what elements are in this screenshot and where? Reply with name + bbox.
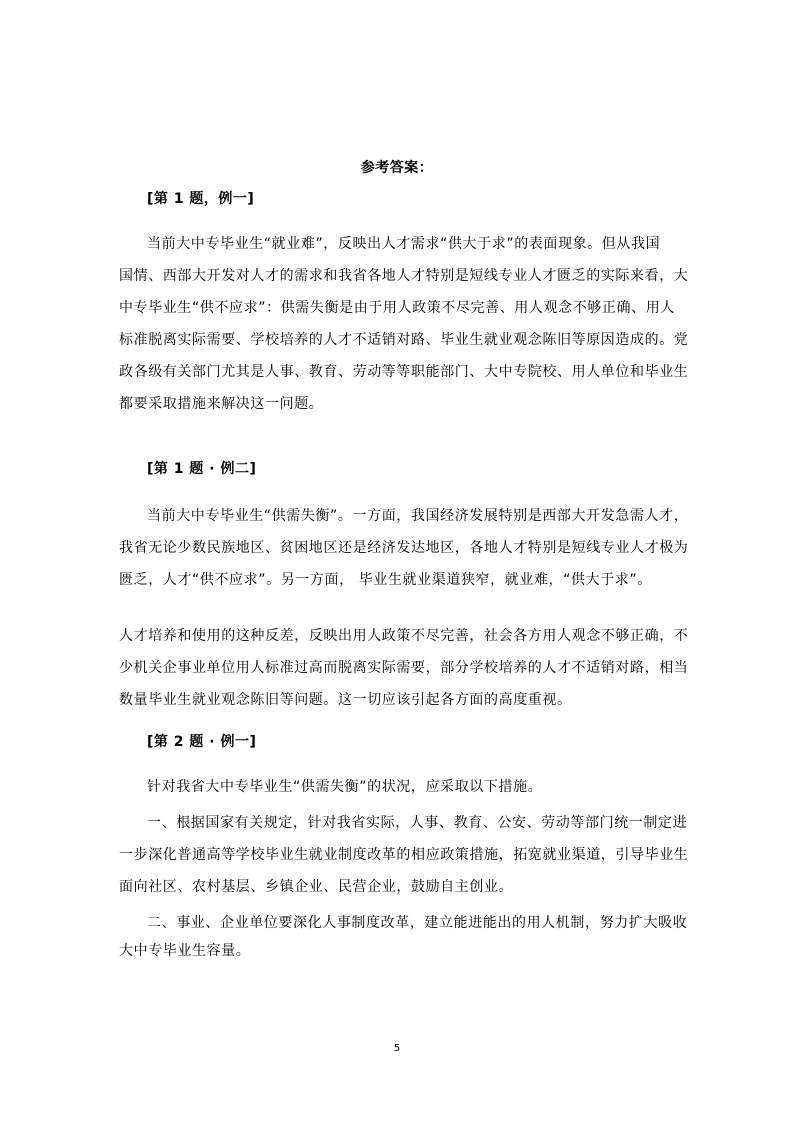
paragraph-line: 都要采取措施来解决这一问题。: [119, 396, 324, 412]
paragraph-line: 当前大中专毕业生“供需失衡”。一方面，我国经济发展特别是西部大开发急需人才，: [147, 508, 689, 524]
paragraph-line: 当前大中专毕业生“就业难”，反映出人才需求“供大于求”的表面现象。但从我国: [147, 236, 661, 252]
paragraph-line: 中专毕业生“供不应求”：供需失衡是由于用人政策不尽完善、用人观念不够正确、用人: [119, 300, 675, 316]
section-heading: [第 2 题 · 例一]: [147, 734, 257, 750]
paragraph-line: 二、事业、企业单位要深化人事制度改革，建立能进能出的用人机制，努力扩大吸收: [147, 915, 688, 931]
paragraph-line: 国情、西部大开发对人才的需求和我省各地人才特别是短线专业人才匮乏的实际来看，大: [119, 268, 689, 284]
section-heading: [第 1 题，例一]: [147, 191, 255, 207]
paragraph-line: 一步深化普通高等学校毕业生就业制度改革的相应政策措施，拓宽就业渠道，引导毕业生: [119, 847, 689, 863]
paragraph-line: 大中专毕业生容量。: [119, 943, 251, 959]
section-body: [119, 500, 689, 596]
paragraph-line: 我省无论少数民族地区、贫困地区还是经济发达地区，各地人才特别是短线专业人才极为: [119, 540, 689, 556]
section-body: [119, 228, 689, 420]
section-body: [119, 620, 689, 716]
paragraph-line: 面向社区、农村基层、乡镇企业、民营企业，鼓励自主创业。: [119, 879, 514, 895]
paragraph-line: 人才培养和使用的这种反差，反映出用人政策不尽完善，社会各方用人观念不够正确，不: [119, 628, 689, 644]
paragraph-line: 政各级有关部门尤其是人事、教育、劳动等等职能部门、大中专院校、用人单位和毕业生: [119, 364, 689, 380]
paragraph-line: 标准脱离实际需要、学校培养的人才不适销对路、毕业生就业观念陈旧等原因造成的。党: [119, 332, 689, 348]
paragraph-line: 数量毕业生就业观念陈旧等问题。这一切应该引起各方面的高度重视。: [119, 692, 572, 708]
section-body: [119, 771, 689, 967]
paragraph-line: 少机关企事业单位用人标准过高而脱离实际需要，部分学校培养的人才不适销对路，相当: [119, 660, 689, 676]
paragraph-line: 针对我省大中专毕业生“供需失衡”的状况，应采取以下措施。: [147, 779, 543, 795]
paragraph-line: 匮乏，人才“供不应求”。另一方面， 毕业生就业渠道狭窄，就业难，“供大于求”。: [119, 572, 652, 588]
page-title: 参考答案：: [360, 160, 434, 176]
paragraph-line: 一、根据国家有关规定，针对我省实际，人事、教育、公安、劳动等部门统一制定进: [147, 815, 688, 831]
page-number: 5: [393, 1043, 401, 1054]
section-heading: [第 1 题 · 例二]: [147, 461, 257, 477]
